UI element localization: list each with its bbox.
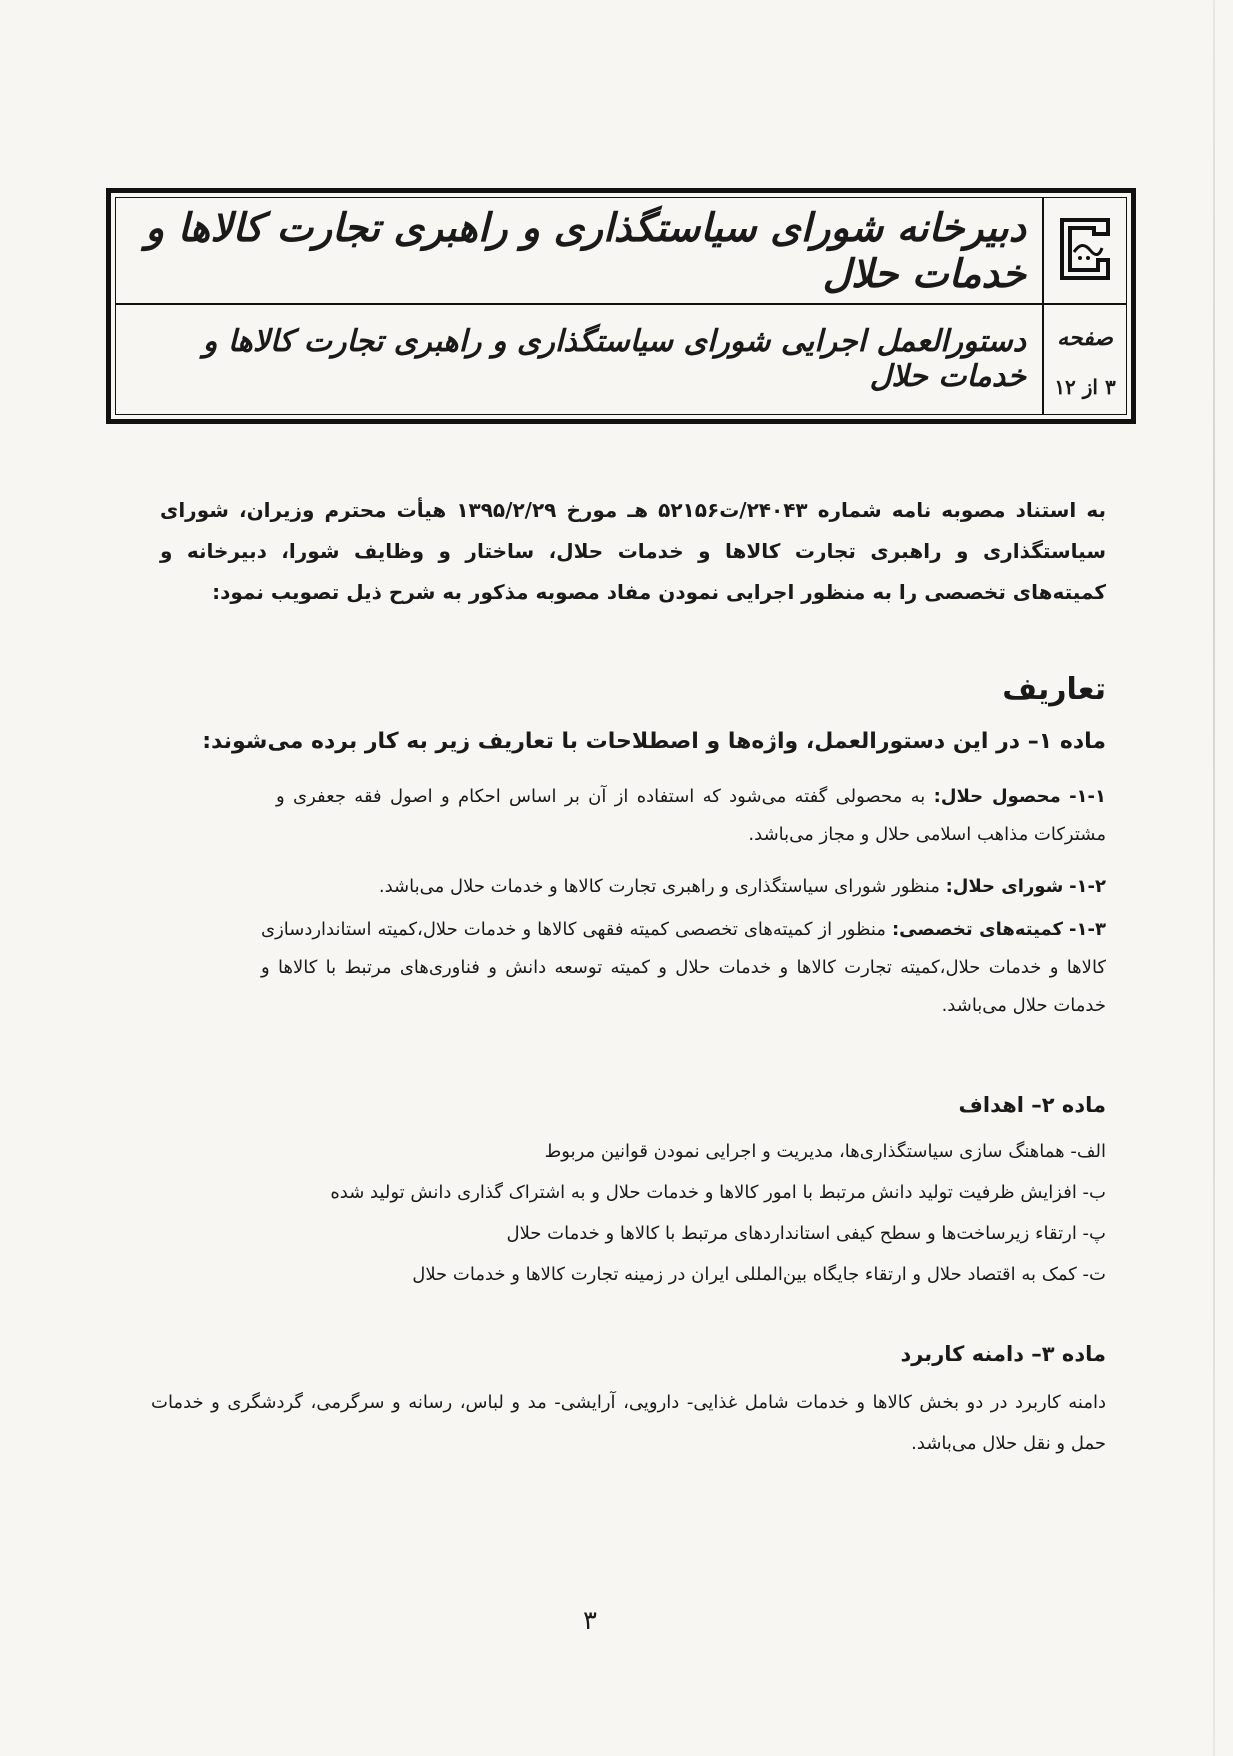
goal-item: پ- ارتقاء زیرساخت‌ها و سطح کیفی استانداردهای مرتبط با کالاها و خدمات حلال [506, 1223, 1106, 1244]
intro-paragraph: به استناد مصوبه نامه شماره ۲۴۰۴۳/ت۵۲۱۵۶ هـ مورخ ۱۳۹۵/۲/۲۹ هیأت محترم وزیران، شورای سیاستگذاری و راهبری تجارت کالاها و خدمات حلال، ساختار و وظایف شورا، دبیرخانه و کمیته‌های تخصصی را به منظور اجرایی نمودن مفاد مصوبه مذکور به شرح ذیل تصویب نمود: [160, 498, 1106, 604]
definition-number: ۱-۱- [1069, 786, 1106, 807]
article-1-title: ماده ۱– در این دستورالعمل، واژه‌ها و اصطلاحات با تعاریف زیر به کار برده می‌شوند: [202, 729, 1106, 754]
footer-page-number: ۳ [583, 1606, 597, 1636]
goal-item: ت- کمک به اقتصاد حلال و ارتقاء جایگاه بین‌المللی ایران در زمینه تجارت کالاها و خدمات حلال [412, 1264, 1106, 1285]
goals-list [206, 1131, 1106, 1295]
definition-term: محصول حلال: [933, 786, 1061, 807]
definition-1 [276, 778, 1106, 854]
definition-term: کمیته‌های تخصصی: [891, 919, 1064, 940]
definition-2 [276, 868, 1106, 906]
halal-logo-icon [1054, 214, 1116, 284]
page-number-of-total: ۳ از ۱۲ [1054, 375, 1116, 399]
scope-paragraph: دامنه کاربرد در دو بخش کالاها و خدمات شامل غذایی- دارویی، آرایشی- مد و لباس، رسانه و سرگرمی، گردشگری و خدمات حمل و نقل حلال می‌باشد. [151, 1392, 1106, 1454]
definitions-heading: تعاریف [1002, 672, 1106, 707]
definition-term: شورای حلال: [945, 876, 1064, 897]
header-box [106, 188, 1136, 424]
page-cell [1042, 303, 1126, 414]
definition-text: منظور از کمیته‌های تخصصی کمیته فقهی کالاها و خدمات حلال،کمیته استانداردسازی کالاها و خدمات حلال،کمیته تجارت کالاها و خدمات حلال و کمیته توسعه دانش و فناوری‌های مرتبط با کالاها و خدمات حلال می‌باشد. [261, 919, 1106, 1016]
scan-edge [1213, 0, 1215, 1756]
definition-number: ۱-۳- [1069, 919, 1106, 940]
definition-text: به محصولی گفته می‌شود که استفاده از آن بر اساس احکام و اصول فقه جعفری و مشترکات مذاهب اسلامی حلال و مجاز می‌باشد. [276, 786, 1106, 845]
definition-number: ۱-۲- [1069, 876, 1106, 897]
logo-cell [1042, 198, 1126, 303]
definition-text: منظور شورای سیاستگذاری و راهبری تجارت کالاها و خدمات حلال می‌باشد. [378, 876, 940, 897]
header-title: دبیرخانه شورای سیاستگذاری و راهبری تجارت کالاها و خدمات حلال [145, 204, 1026, 297]
goal-item: ب- افزایش ظرفیت تولید دانش مرتبط با امور کالاها و خدمات حلال و به اشتراک گذاری دانش تولید شده [330, 1182, 1106, 1203]
header-inner [115, 197, 1127, 415]
header-row-subtitle [116, 303, 1126, 414]
header-subtitle: دستورالعمل اجرایی شورای سیاستگذاری و راهبری تجارت کالاها و خدمات حلال [202, 323, 1026, 394]
goal-item: الف- هماهنگ سازی سیاستگذاری‌ها، مدیریت و اجرایی نمودن قوانین مربوط [544, 1141, 1106, 1162]
article-2-title: ماده ۲– اهداف [958, 1093, 1106, 1117]
page-label: صفحه [1057, 325, 1113, 351]
article-3-title: ماده ۳– دامنه کاربرد [900, 1342, 1106, 1366]
header-row-title [116, 198, 1126, 305]
definition-3 [261, 911, 1106, 1025]
